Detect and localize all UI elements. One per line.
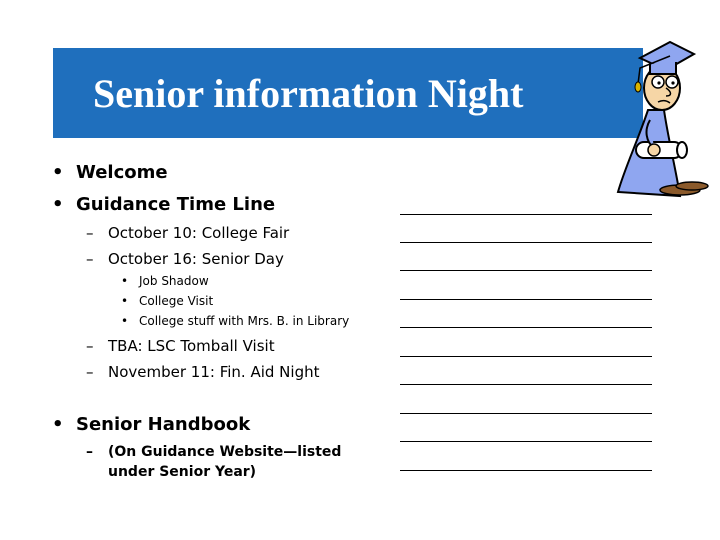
bullet-text: Guidance Time Line — [76, 194, 276, 215]
blank-line — [400, 356, 652, 357]
sub-sub-text: Job Shadow — [139, 274, 209, 288]
blank-line — [400, 299, 652, 300]
blank-line — [400, 214, 652, 215]
blank-line — [400, 327, 652, 328]
blank-line — [400, 413, 652, 414]
bullet-mark: • — [52, 414, 64, 435]
blank-line — [400, 270, 652, 271]
sub-text: (On Guidance Website—listed under Senior Year) — [108, 444, 342, 480]
blank-line — [400, 470, 652, 471]
sub-text: October 16: Senior Day — [108, 250, 284, 268]
blank-line — [400, 384, 652, 385]
blank-line — [400, 441, 652, 442]
sub-text: November 11: Fin. Aid Night — [108, 363, 320, 381]
dash-mark: – — [86, 363, 94, 381]
blank-line — [400, 242, 652, 243]
bullet-text: Welcome — [76, 162, 168, 183]
dash-mark: – — [86, 224, 94, 242]
dash-mark: – — [86, 337, 94, 355]
bullet-mark: • — [121, 294, 129, 308]
sub-text: October 10: College Fair — [108, 224, 290, 242]
bullet-mark: • — [52, 162, 64, 183]
dash-mark: – — [86, 444, 93, 460]
bullet-mark: • — [52, 194, 64, 215]
bullet-mark: • — [121, 314, 129, 328]
bullet-mark: • — [121, 274, 129, 288]
sub-sub-text: College stuff with Mrs. B. in Library — [139, 314, 350, 328]
sub-text: TBA: LSC Tomball Visit — [108, 337, 275, 355]
dash-mark: – — [86, 250, 94, 268]
slide-title: Senior information Night — [93, 71, 524, 116]
bullet-text: Senior Handbook — [76, 414, 251, 435]
sub-sub-text: College Visit — [139, 294, 214, 308]
